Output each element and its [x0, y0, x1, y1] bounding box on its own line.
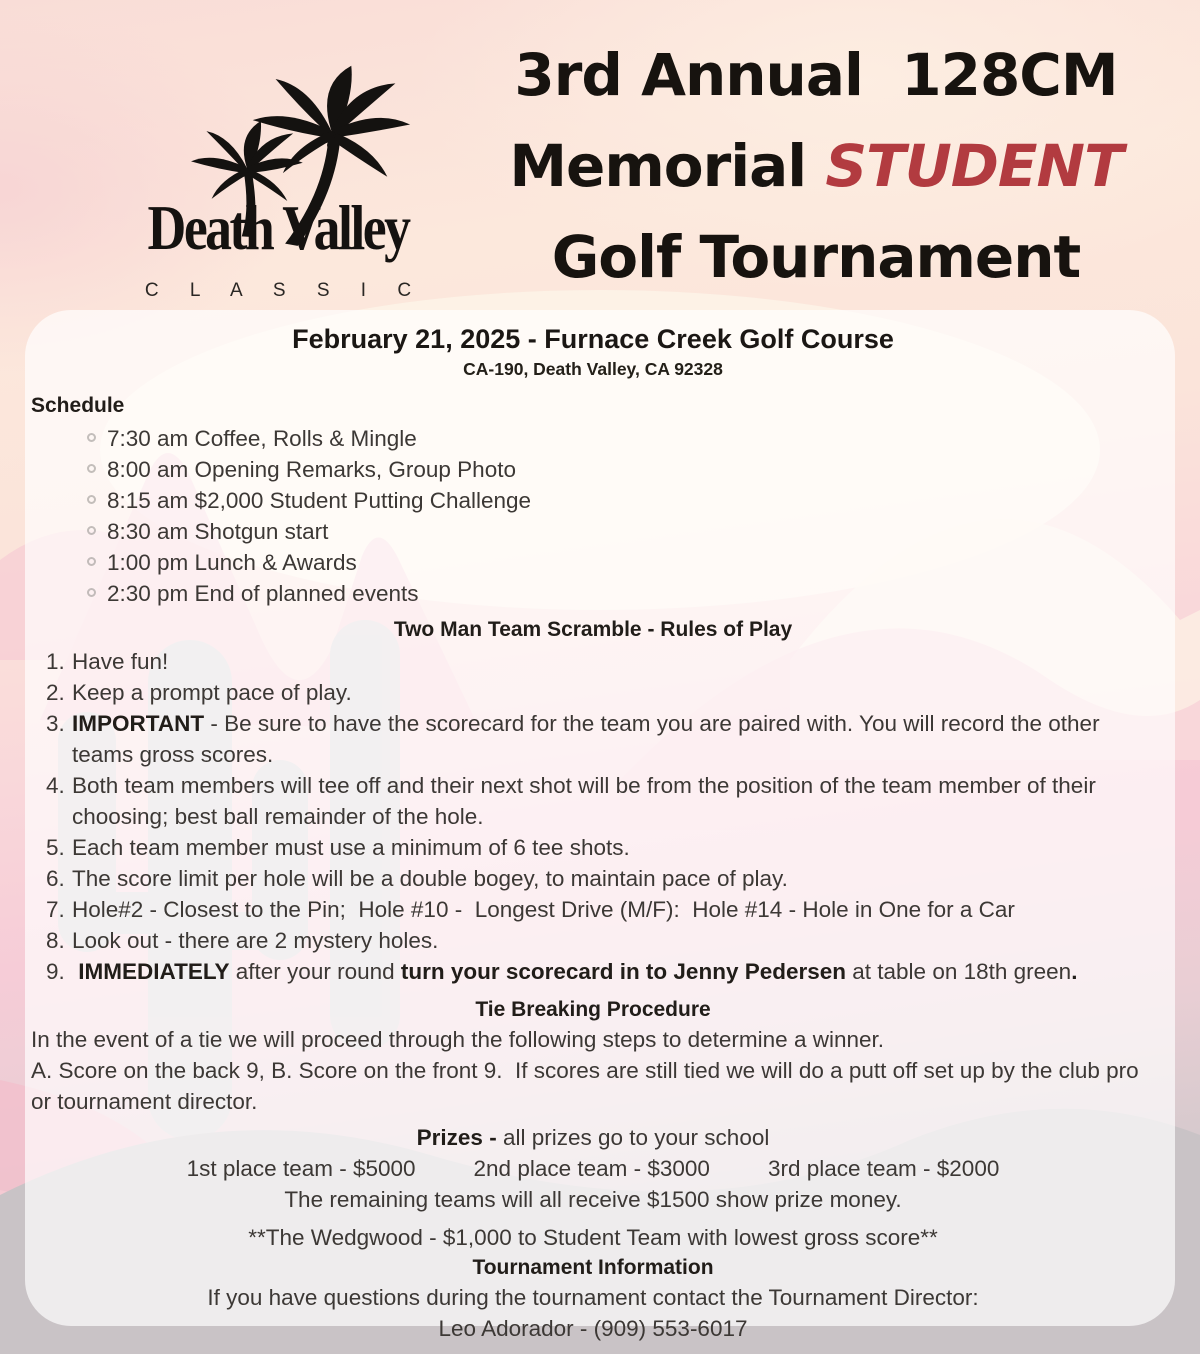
logo-wordmark: Death Valley — [147, 192, 409, 263]
schedule-item-text: 8:00 am Opening Remarks, Group Photo — [107, 457, 516, 482]
rules-list — [31, 646, 1155, 987]
rule-text: IMPORTANT - Be sure to have the scorecard for the team you are paired with. You will record the other teams gross scores. — [72, 711, 1106, 767]
prizes-subtitle: all prizes go to your school — [502, 1125, 770, 1150]
rule-number: 1. — [46, 649, 65, 674]
schedule-item-text: 8:15 am $2,000 Student Putting Challenge — [107, 488, 532, 513]
schedule-bullet-icon — [87, 433, 96, 442]
logo-classic-label: C L A S S I C — [144, 280, 425, 301]
rule-item — [31, 770, 1155, 832]
rule-item — [31, 646, 1155, 677]
rule-number: 8. — [46, 928, 65, 953]
schedule-bullet-icon — [87, 557, 96, 566]
wedgwood-prize-line: **The Wedgwood - $1,000 to Student Team with lowest gross score** — [248, 1225, 938, 1250]
tournament-info-line1: If you have questions during the tournament contact the Tournament Director: — [207, 1285, 979, 1310]
schedule-item — [87, 454, 1155, 485]
rule-text: Look out - there are 2 mystery holes. — [72, 928, 439, 953]
death-valley-classic-logo — [88, 38, 468, 306]
prize-places-row — [31, 1153, 1155, 1184]
rule-text: Keep a prompt pace of play. — [72, 680, 352, 705]
event-date-location: February 21, 2025 - Furnace Creek Golf Course — [292, 324, 894, 354]
schedule-list — [87, 423, 1155, 609]
rule-number: 3. — [46, 711, 65, 736]
rule-text: Have fun! — [72, 649, 169, 674]
schedule-bullet-icon — [87, 588, 96, 597]
rule-text: Hole#2 - Closest to the Pin; Hole #10 - Longest Drive (M/F): Hole #14 - Hole in One for a Car — [72, 897, 1015, 922]
title-line-1: 3rd Annual 128CM — [514, 41, 1118, 109]
prize-place: 1st place team - $5000 — [186, 1156, 416, 1181]
schedule-heading: Schedule — [31, 394, 125, 417]
rule-item — [31, 708, 1155, 770]
rule-text: The score limit per hole will be a double bogey, to maintain pace of play. — [72, 866, 788, 891]
rule-number: 4. — [46, 773, 65, 798]
event-title — [460, 30, 1172, 303]
prizes-heading — [31, 1122, 1155, 1153]
remaining-prize-line: The remaining teams will all receive $1500 show prize money. — [284, 1187, 902, 1212]
rule-number: 9. — [46, 959, 65, 984]
rules-heading: Two Man Team Scramble - Rules of Play — [393, 618, 793, 641]
schedule-bullet-icon — [87, 526, 96, 535]
rule-item — [31, 925, 1155, 956]
schedule-item — [87, 485, 1155, 516]
title-line-2 — [460, 121, 1172, 212]
prize-place: 2nd place team - $3000 — [473, 1156, 710, 1181]
rule-number: 2. — [46, 680, 65, 705]
rule-item — [31, 863, 1155, 894]
rule-number: 6. — [46, 866, 65, 891]
tie-breaking-par2: A. Score on the back 9, B. Score on the front 9. If scores are still tied we will do a putt off set up by the club pro or tournament director. — [31, 1058, 1145, 1114]
schedule-item — [87, 547, 1155, 578]
tournament-info-line2: Leo Adorador - (909) 553-6017 — [438, 1316, 748, 1341]
tie-breaking-par1: In the event of a tie we will proceed through the following steps to determine a winner. — [31, 1027, 885, 1052]
schedule-item-text: 8:30 am Shotgun start — [107, 519, 329, 544]
schedule-item-text: 7:30 am Coffee, Rolls & Mingle — [107, 426, 417, 451]
content-panel — [25, 310, 1175, 1341]
rule-item — [31, 677, 1155, 708]
rule-number: 7. — [46, 897, 65, 922]
title-line-3: Golf Tournament — [551, 223, 1081, 291]
tournament-info-heading: Tournament Information — [472, 1256, 714, 1279]
rule-text: Both team members will tee off and their next shot will be from the position of the team member of their choosing; best ball remainder of the hole. — [72, 773, 1103, 829]
event-address: CA-190, Death Valley, CA 92328 — [463, 359, 723, 379]
schedule-item-text: 2:30 pm End of planned events — [107, 581, 419, 606]
schedule-item — [87, 578, 1155, 609]
schedule-item — [87, 516, 1155, 547]
tie-breaking-heading: Tie Breaking Procedure — [475, 998, 711, 1021]
schedule-bullet-icon — [87, 495, 96, 504]
rule-text: Each team member must use a minimum of 6 tee shots. — [72, 835, 630, 860]
rule-item — [31, 894, 1155, 925]
rule-item — [31, 956, 1155, 987]
prizes-label: Prizes - — [416, 1125, 503, 1150]
flyer-header — [0, 0, 1200, 310]
prize-place: 3rd place team - $2000 — [767, 1156, 1000, 1181]
rule-number: 5. — [46, 835, 65, 860]
schedule-item — [87, 423, 1155, 454]
schedule-bullet-icon — [87, 464, 96, 473]
rule-text: IMMEDIATELY after your round turn your scorecard in to Jenny Pedersen at table on 18th green. — [78, 959, 1078, 984]
title-memorial-text: Memorial — [509, 132, 826, 200]
title-student-highlight: STUDENT — [825, 132, 1123, 200]
rule-item — [31, 832, 1155, 863]
schedule-item-text: 1:00 pm Lunch & Awards — [107, 550, 357, 575]
